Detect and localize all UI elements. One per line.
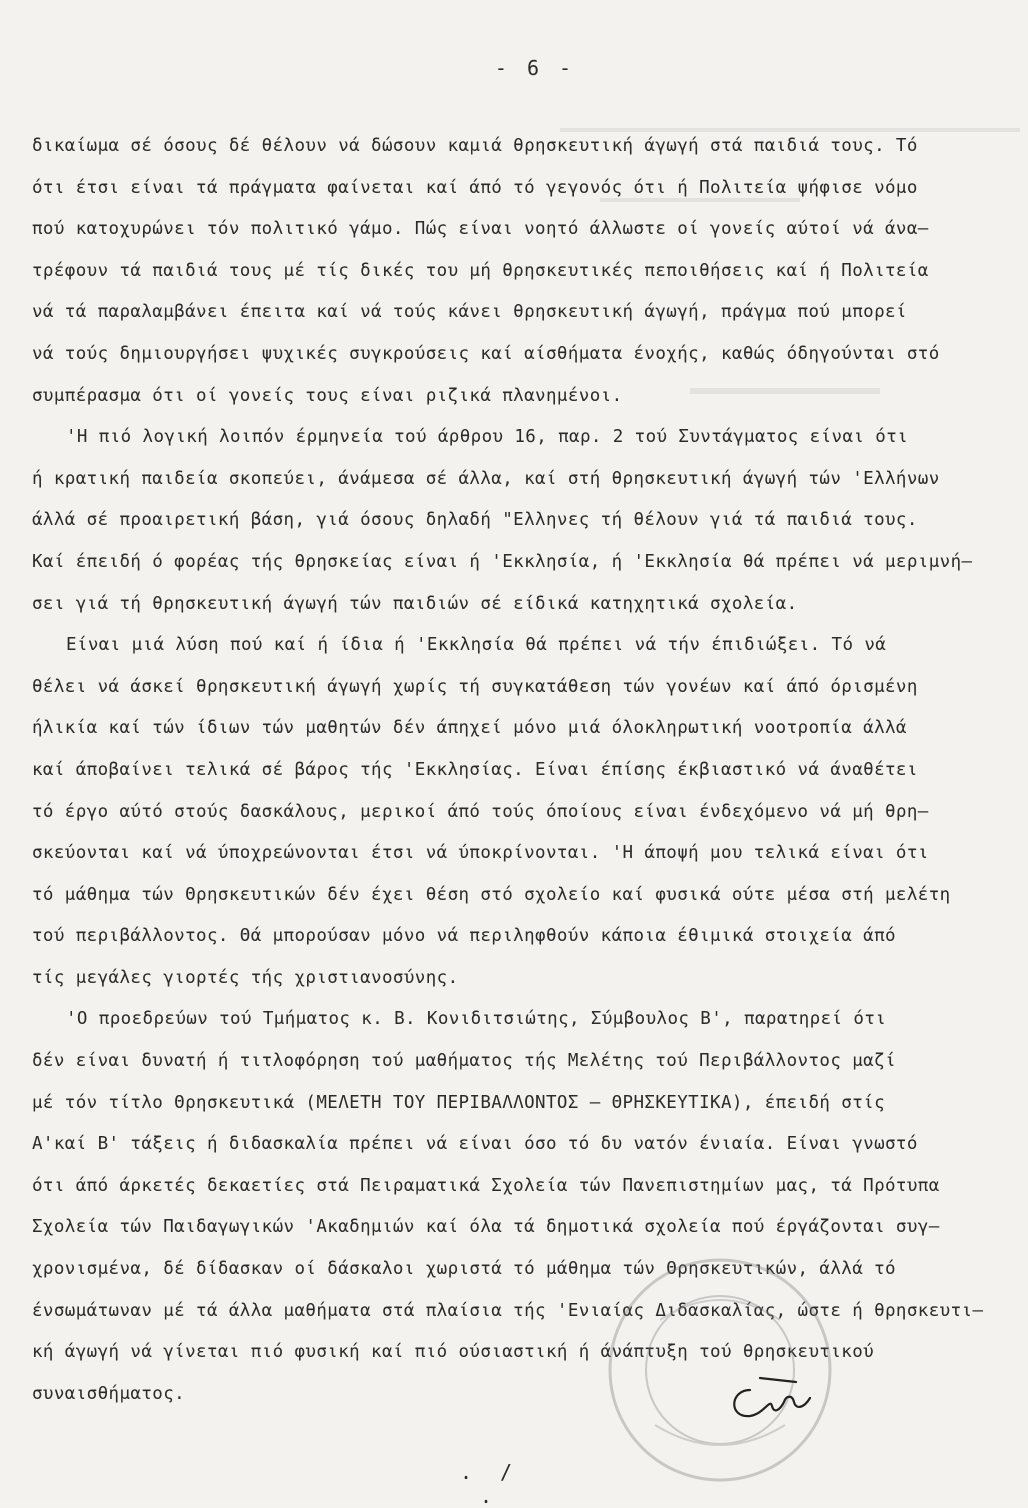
- text-line: Καί έπειδή ό φορέας τής θρησκείας είναι ή 'Εκκλησία, ή 'Εκκλησία θά πρέπει νά μεριμνή–: [32, 551, 973, 572]
- text-line: ήλικία καί τών ίδιων τών μαθητών δέν άπηχεί μόνο μιά όλοκληρωτική νοοτροπία άλλά: [32, 718, 907, 739]
- text-line: σει γιά τή θρησκευτική άγωγή τών παιδιών σέ είδικά κατηχητικά σχολεία.: [32, 593, 798, 614]
- continuation-mark: . / .: [459, 1460, 521, 1508]
- text-line: ή κρατική παιδεία σκοπεύει, άνάμεσα σέ άλλα, καί στή θρησκευτική άγωγή τών 'Ελλήνων: [32, 468, 940, 489]
- text-line: θέλει νά άσκεί θρησκευτική άγωγή χωρίς τή συγκατάθεση τών γονέων καί άπό όρισμένη: [32, 676, 918, 697]
- text-line: πού κατοχυρώνει τόν πολιτικό γάμο. Πώς είναι νοητό άλλωστε οί γονείς αύτοί νά άνα–: [32, 219, 929, 240]
- text-line: τίς μεγάλες γιορτές τής χριστιανοσύνης.: [32, 967, 459, 988]
- text-line: ότι άπό άρκετές δεκαετίες στά Πειραματικά Σχολεία τών Πανεπιστημίων μας, τά Πρότυπα: [32, 1175, 940, 1196]
- text-line: καί άποβαίνει τελικά σέ βάρος τής 'Εκκλησίας. Είναι έπίσης έκβιαστικό νά άναθέτει: [32, 759, 918, 780]
- text-line: χρονισμένα, δέ δίδασκαν οί δάσκαλοι χωριστά τό μάθημα τών Θρησκευτικών, άλλά τό: [32, 1259, 896, 1280]
- body-text: [32, 128, 1000, 1417]
- text-line: δέν είναι δυνατή ή τιτλοφόρηση τού μαθήματος τής Μελέτης τού Περιβάλλοντος μαζί: [32, 1051, 896, 1072]
- text-line: τό έργο αύτό στούς δασκάλους, μερικοί άπό τούς όποίους είναι ένδεχόμενο νά μή θρη–: [32, 801, 929, 822]
- text-line: νά τά παραλαμβάνει έπειτα καί νά τούς κάνει θρησκευτική άγωγή, πράγμα πού μπορεί: [32, 302, 907, 323]
- text-line: μέ τόν τίτλο Θρησκευτικά (ΜΕΛΕΤΗ ΤΟΥ ΠΕΡΙΒΑΛΛΟΝΤΟΣ – ΘΡΗΣΚΕΥΤΙΚΑ), έπειδή στίς: [32, 1092, 885, 1113]
- text-line: Σχολεία τών Παιδαγωγικών 'Ακαδημιών καί όλα τά δημοτικά σχολεία πού έργάζονται συγ–: [32, 1217, 940, 1238]
- text-line: Είναι μιά λύση πού καί ή ίδια ή 'Εκκλησία θά πρέπει νά τήν έπιδιώξει. Τό νά: [66, 635, 887, 656]
- text-line: συναισθήματος.: [32, 1383, 186, 1404]
- text-line: δικαίωμα σέ όσους δέ θέλουν νά δώσουν καμιά θρησκευτική άγωγή στά παιδιά τους. Τό: [32, 136, 918, 156]
- text-line: νά τούς δημιουργήσει ψυχικές συγκρούσεις καί αίσθήματα ένοχής, καθώς όδηγούνται στό: [32, 343, 940, 364]
- text-line: Α'καί Β' τάξεις ή διδασκαλία πρέπει νά είναι όσο τό δυ νατόν ένιαία. Είναι γνωστό: [32, 1134, 918, 1155]
- text-line: άλλά σέ προαιρετική βάση, γιά όσους δηλαδή "Ελληνες τή θέλουν γιά τά παιδιά τους.: [32, 510, 918, 531]
- text-line: σκεύονται καί νά ύποχρεώνονται έτσι νά ύποκρίνονται. 'Η άποψή μου τελικά είναι ότι: [32, 843, 929, 864]
- text-line: 'Η πιό λογική λοιπόν έρμηνεία τού άρθρου 16, παρ. 2 τού Συντάγματος είναι ότι: [66, 427, 909, 448]
- handwritten-signature: [720, 1368, 830, 1428]
- text-line: τρέφουν τά παιδιά τους μέ τίς δικές του μή θρησκευτικές πεποιθήσεις καί ή Πολιτεία: [32, 260, 929, 281]
- text-line: ότι έτσι είναι τά πράγματα φαίνεται καί άπό τό γεγονός ότι ή Πολιτεία ψήφισε νόμο: [32, 177, 918, 198]
- text-line: τό μάθημα τών Θρησκευτικών δέν έχει θέση στό σχολείο καί φυσικά ούτε μέσα στή μελέτη: [32, 884, 951, 905]
- text-line: τού περιβάλλοντος. Θά μπορούσαν μόνο νά περιληφθούν κάποια έθιμικά στοιχεία άπό: [32, 926, 896, 947]
- text-line: συμπέρασμα ότι οί γονείς τους είναι ριζικά πλανημένοι.: [32, 385, 623, 406]
- page-number: - 6 -: [494, 56, 576, 80]
- text-line: κή άγωγή νά γίνεται πιό φυσική καί πιό ούσιαστική ή άνάπτυξη τού θρησκευτικού: [32, 1342, 875, 1363]
- text-line: ένσωμάτωναν μέ τά άλλα μαθήματα στά πλαίσια τής 'Ενιαίας Διδασκαλίας, ώστε ή θρησκευτι–: [32, 1300, 984, 1321]
- text-line: 'Ο προεδρεύων τού Τμήματος κ. Β. Κονιδιτσιώτης, Σύμβουλος Β', παρατηρεί ότι: [66, 1009, 887, 1030]
